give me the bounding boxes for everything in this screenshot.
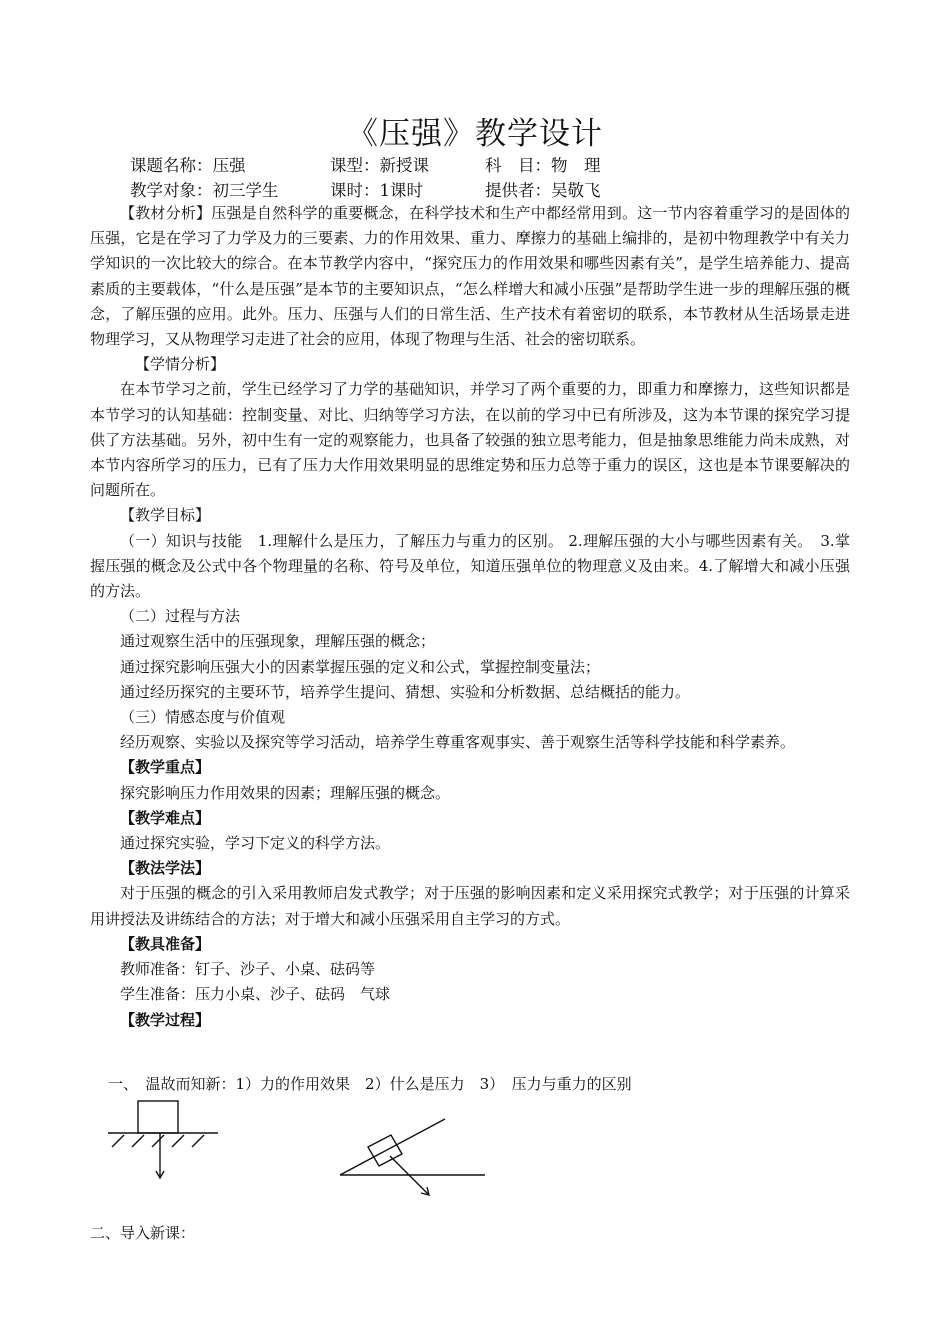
key-points-heading: 【教学重点】	[120, 758, 211, 777]
tools-teacher: 教师准备：钉子、沙子、小桌、砝码等	[120, 960, 376, 979]
goals-knowledge: （一）知识与技能 1.理解什么是压力，了解压力与重力的区别。 2.理解压强的大小与哪些因素有关。 3.掌握压强的概念及公式中各个物理量的名称、符号及单位，知道压强单位的物理意义及由来。4.了解增大和减小压强的方法。	[90, 531, 850, 601]
difficulty-text: 通过探究实验，学习下定义的科学方法。	[120, 834, 391, 853]
learner-analysis-text: 在本节学习之前，学生已经学习了力学的基础知识，并学习了两个重要的力，即重力和摩擦力，这些知识都是本节学习的认知基础：控制变量、对比、归纳等学习方法，在以前的学习中已有所涉及，这为本节课的探究学习提供了方法基础。另外，初中生有一定的观察能力，也具备了较强的独立思考能力，但是抽象思维能力尚未成熟，对本节内容所学习的压力，已有了压力大作用效果明显的思维定势和压力总等于重力的误区，这也是本节课要解决的问题所在。	[90, 380, 850, 500]
tools-heading: 【教具准备】	[120, 934, 211, 953]
meta-row-1	[130, 152, 601, 176]
goals-heading: 【教学目标】	[120, 506, 211, 525]
horizontal-surface-figure	[108, 1101, 218, 1178]
course-name: 课题名称：压强	[130, 156, 246, 175]
learner-analysis-heading: 【学情分析】	[135, 355, 226, 374]
methods-text: 对于压强的概念的引入采用教师启发式教学；对于压强的影响因素和定义采用探究式教学；对于压强的计算采用讲授法及讲练结合的方法；对于增大和减小压强采用自主学习的方式。	[90, 884, 850, 928]
textbook-analysis-heading: 【教材分析】	[120, 204, 212, 222]
goals-process-item: 通过探究影响压强大小的因素掌握压强的定义和公式，掌握控制变量法；	[120, 657, 601, 676]
difficulty-heading: 【教学难点】	[120, 808, 211, 827]
goals-attitude-heading: （三）情感态度与价值观	[120, 708, 286, 727]
course-type: 课型：新授课	[330, 156, 429, 175]
goals-process-item: 通过观察生活中的压强现象，理解压强的概念；	[120, 632, 436, 651]
document-title: 《压强》教学设计	[347, 116, 603, 152]
incline-line	[340, 1119, 445, 1175]
block-on-floor	[138, 1101, 178, 1133]
process-heading: 【教学过程】	[120, 1010, 211, 1029]
goals-attitude-text: 经历观察、实验以及探究等学习活动，培养学生尊重客观事实、善于观察生活等科学技能和科学素养。	[120, 733, 796, 752]
process-step-1: 一、 温故而知新：1）力的作用效果 2）什么是压力 3） 压力与重力的区别	[108, 1075, 632, 1093]
class-hours: 课时：1课时	[330, 181, 423, 200]
document-body	[90, 201, 850, 1033]
provider: 提供者：吴敬飞	[485, 181, 601, 200]
subject: 科 目：物 理	[485, 156, 601, 175]
key-points-text: 探究影响压力作用效果的因素；理解压强的概念。	[120, 783, 451, 802]
textbook-analysis	[90, 201, 850, 352]
methods-heading: 【教法学法】	[120, 859, 211, 878]
goals-process-item: 通过经历探究的主要环节，培养学生提问、猜想、实验和分析数据、总结概括的能力。	[120, 682, 691, 701]
target-audience: 教学对象：初三学生	[130, 181, 279, 200]
goals-process-heading: （二）过程与方法	[120, 607, 241, 626]
tools-student: 学生准备：压力小桌、沙子、砝码 气球	[120, 985, 391, 1004]
force-diagram	[100, 1095, 500, 1205]
process-step-2: 二、导入新课：	[90, 1224, 196, 1242]
incline-figure	[340, 1119, 485, 1195]
textbook-analysis-text: 压强是自然科学的重要概念，在科学技术和生产中都经常用到。这一节内容着重学习的是固体的压强，它是在学习了力学及力的三要素、力的作用效果、重力、摩擦力的基础上编排的，是初中物理教学中有关力学知识的一次比较大的综合。在本节教学内容中，“探究压力的作用效果和哪些因素有关”，是学生培养能力、提高素质的主要载体，“什么是压强”是本节的主要知识点，“怎么样增大和减小压强”是帮助学生进一步的理解压强的概念，了解压强的应用。此外。压力、压强与人们的日常生活、生产技术有着密切的联系，本节教材从生活场景走进物理学习，又从物理学习走进了社会的应用，体现了物理与生活、社会的密切联系。	[90, 204, 850, 349]
meta-row-2	[130, 177, 601, 201]
